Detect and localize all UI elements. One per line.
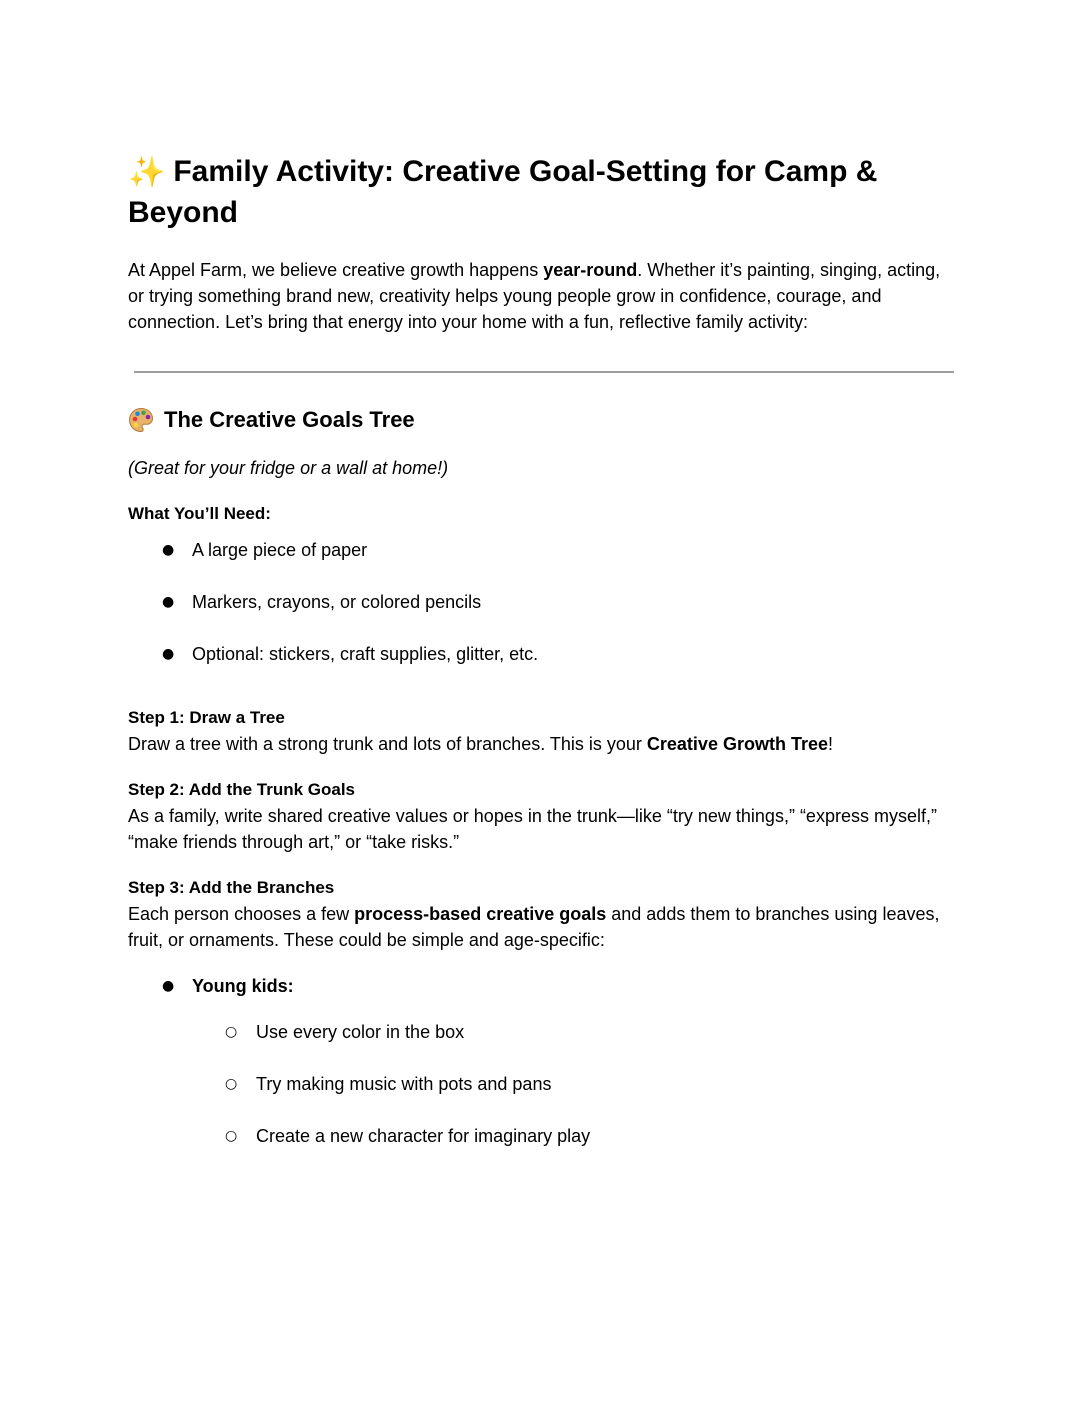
list-item: [128, 589, 958, 615]
list-item-text: Markers, crayons, or colored pencils: [192, 592, 482, 613]
list-item-text: Create a new character for imaginary play: [256, 1126, 591, 1147]
section-heading-text: The Creative Goals Tree: [164, 407, 415, 433]
section-note: (Great for your fridge or a wall at home!): [128, 458, 449, 479]
bullet-icon: ●: [162, 542, 175, 559]
bullet-icon: ●: [162, 978, 175, 995]
young-kids-heading: [128, 973, 958, 999]
step-3-bold: process-based creative goals: [354, 904, 607, 925]
circle-bullet-icon: ○: [225, 1128, 238, 1145]
intro-text-2: . Whether it’s painting, singing, acting, or trying something brand new, creativity helps young people grow in confidence, courage, and connection. Let’s bring that energy into your home with a fun, reflective family activity:: [128, 260, 941, 333]
young-kids-list: [128, 1019, 958, 1149]
list-item-text: Use every color in the box: [256, 1022, 465, 1043]
step-1-text-1: Draw a tree with a strong trunk and lots of branches. This is your: [128, 734, 647, 755]
list-item: [128, 1071, 958, 1097]
list-item-text: A large piece of paper: [192, 540, 368, 561]
step-1-bold: Creative Growth Tree: [646, 734, 828, 755]
step-3-text-1: Each person chooses a few: [128, 904, 355, 925]
step-1-text-2: !: [827, 734, 833, 755]
bullet-icon: ●: [162, 646, 175, 663]
intro-bold: year-round: [543, 260, 638, 281]
step-3-text-2: and adds them to branches using leaves, fruit, or ornaments. These could be simple and age-specific:: [128, 904, 940, 951]
intro-text-1: At Appel Farm, we believe creative growth happens: [128, 260, 544, 281]
list-item: [128, 1123, 958, 1149]
bullet-icon: ●: [162, 594, 175, 611]
needs-list: [128, 537, 958, 667]
section-heading: [128, 405, 958, 435]
step-3: [128, 875, 958, 953]
list-item-text: Try making music with pots and pans: [256, 1074, 552, 1095]
sparkles-icon: ✨: [128, 155, 166, 191]
intro-paragraph: [128, 257, 953, 335]
list-item: [128, 641, 958, 667]
needs-label: What You’ll Need:: [128, 504, 271, 524]
step-2: [128, 777, 958, 855]
list-item: [128, 1019, 958, 1045]
page-title-text: Family Activity: Creative Goal-Setting for Camp & Beyond: [128, 155, 878, 230]
step-1: [128, 705, 958, 757]
document-page: [128, 152, 958, 1175]
palette-icon: [128, 407, 154, 433]
step-1-body: [128, 731, 953, 757]
step-2-body: As a family, write shared creative values or hopes in the trunk—like “try new things,” “express myself,” “make friends through art,” or “take risks.”: [128, 806, 937, 853]
circle-bullet-icon: ○: [225, 1076, 238, 1093]
list-item: [128, 537, 958, 563]
horizontal-divider: [134, 371, 954, 373]
page-title: [128, 152, 928, 233]
young-kids-label: Young kids:: [192, 976, 294, 997]
step-3-body: [128, 901, 953, 953]
circle-bullet-icon: ○: [225, 1024, 238, 1041]
list-item-text: Optional: stickers, craft supplies, glitter, etc.: [192, 644, 539, 665]
step-1-title: Step 1: Draw a Tree: [128, 708, 285, 728]
step-3-title: Step 3: Add the Branches: [128, 878, 335, 898]
step-2-title: Step 2: Add the Trunk Goals: [128, 780, 356, 800]
